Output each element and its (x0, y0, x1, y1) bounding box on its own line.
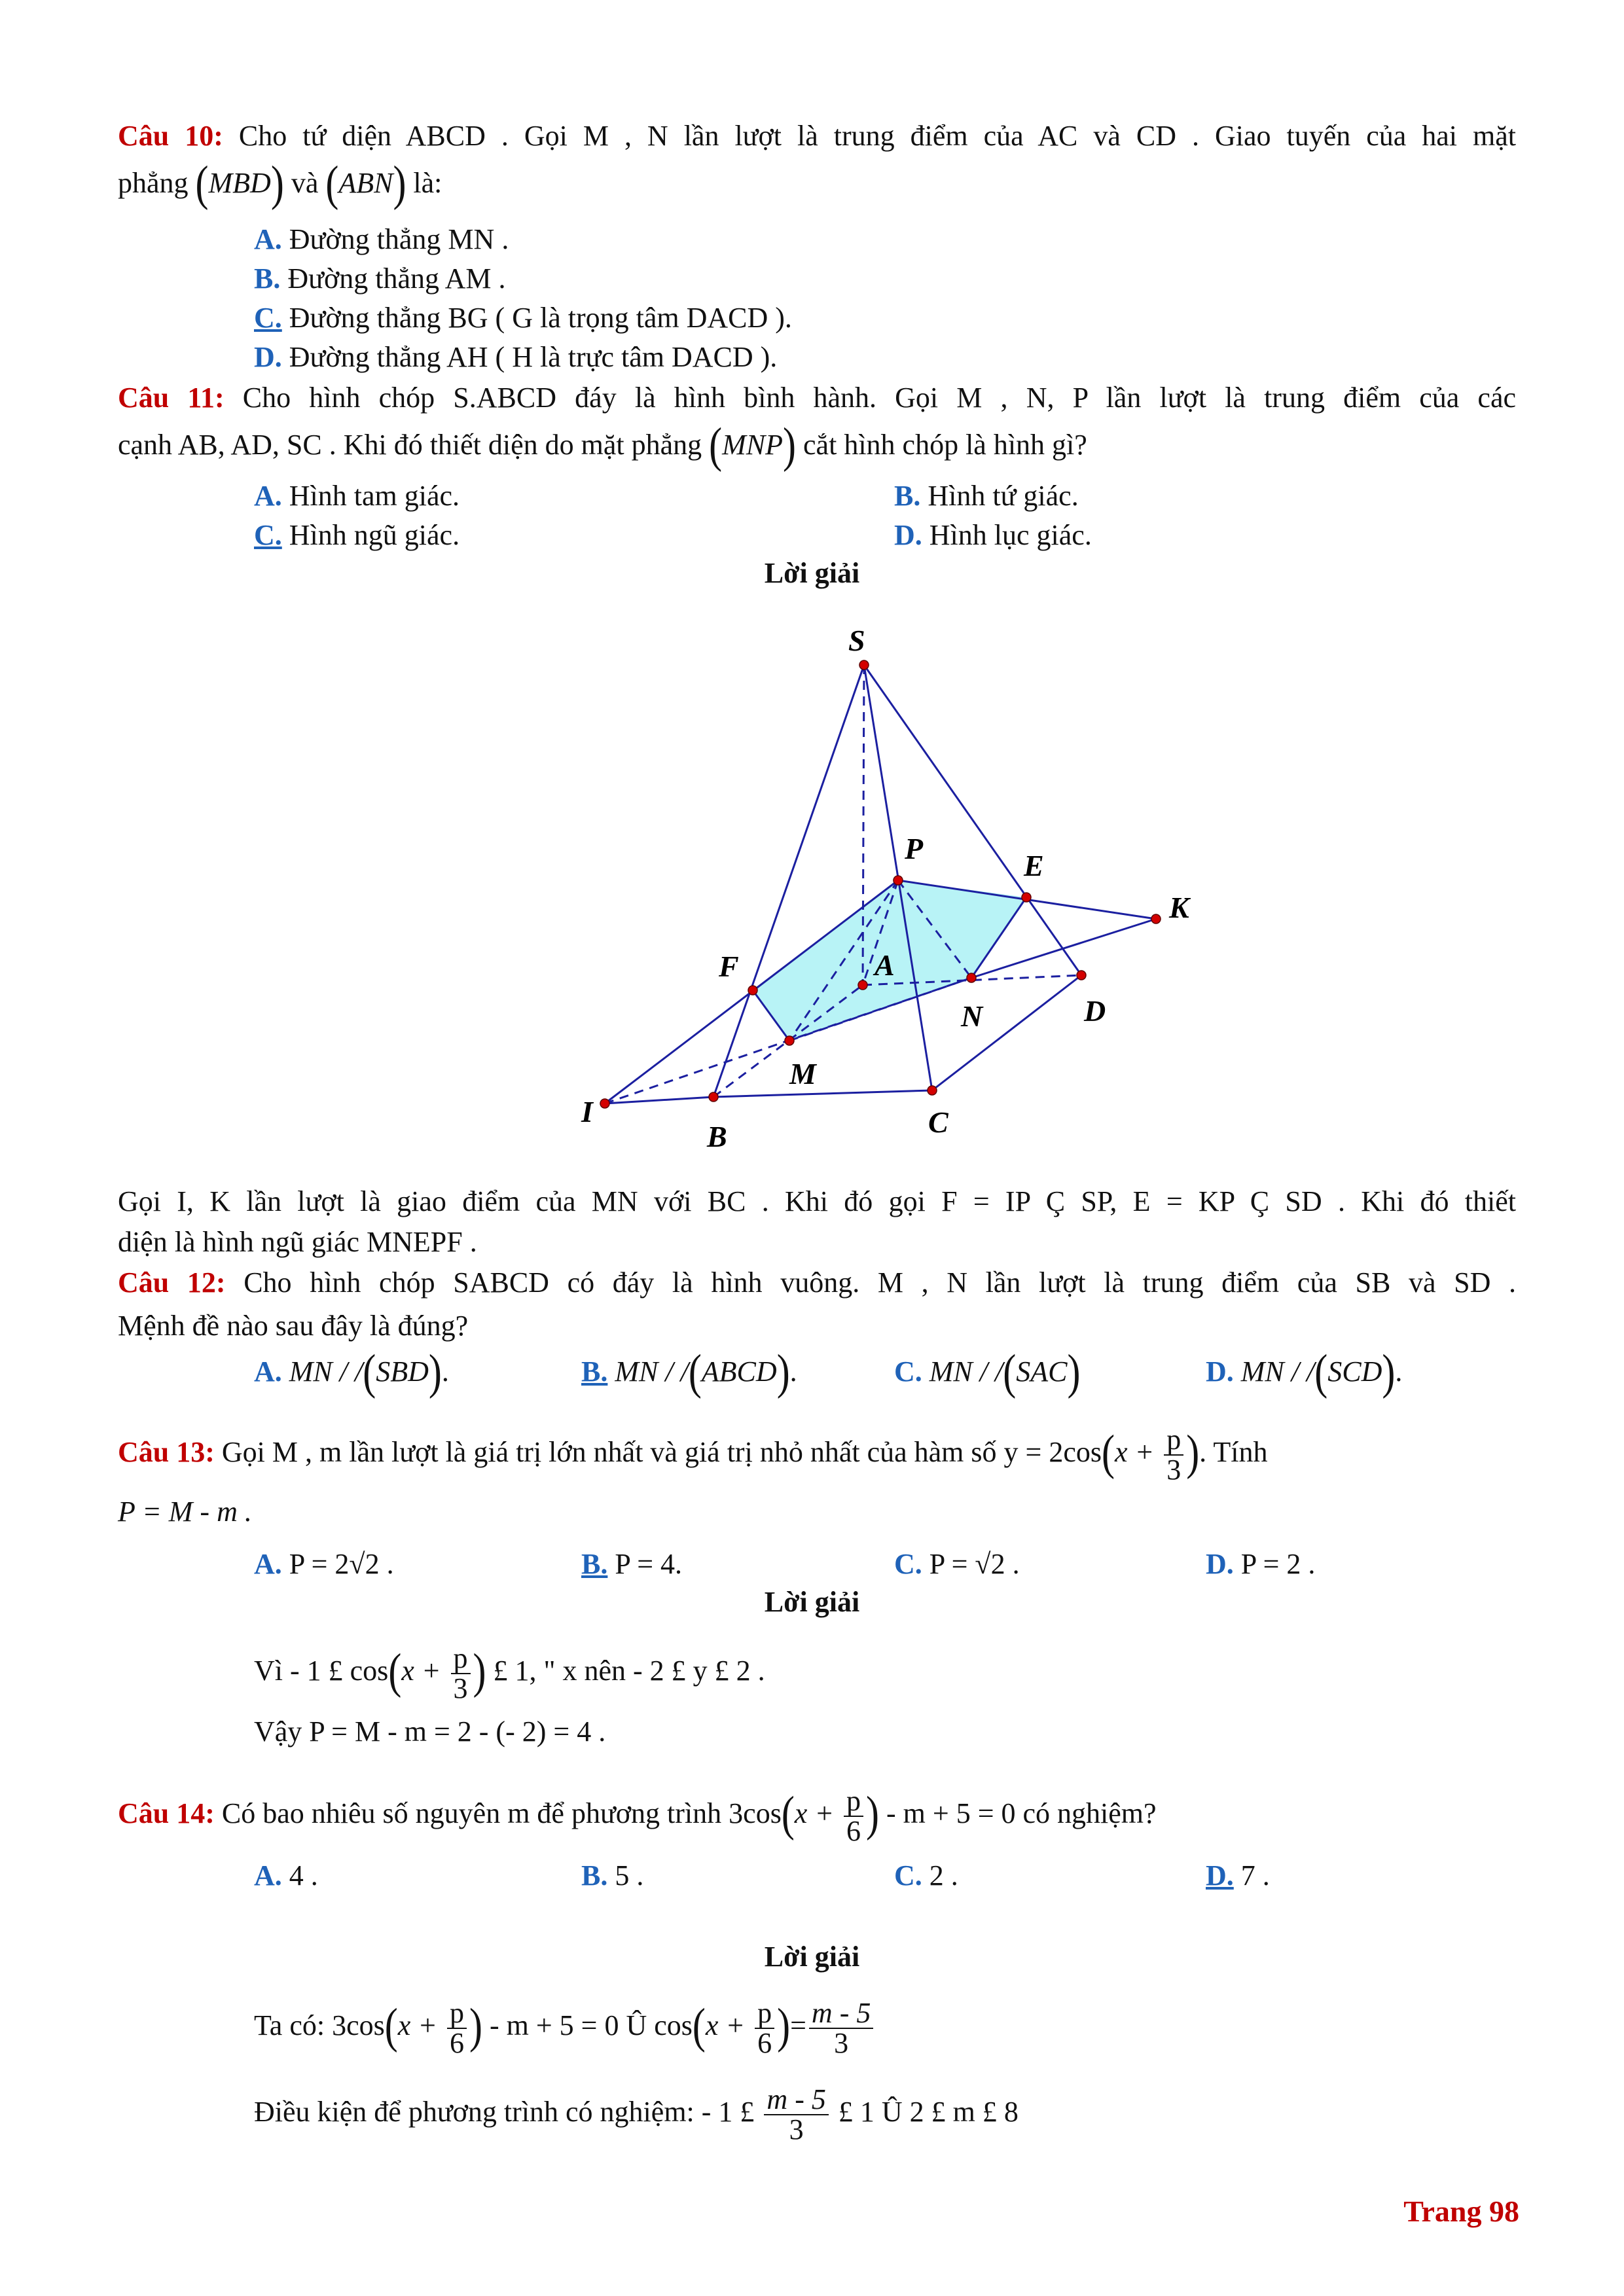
q12-option-c[interactable]: C. MN / /(SAC) (894, 1344, 1081, 1399)
q14-sol-frac2-top: p (755, 1999, 774, 2029)
q14-frac (844, 1787, 863, 1846)
label-K: K (1169, 891, 1189, 924)
q14-sol-line1: Ta có: 3cos(x + $\frac{p}{6}$ ) - m + 5 = 0 Û cos(x + $\frac{p}{6}$ )= $\frac{m - 5}{3}$ (254, 1999, 876, 2058)
q14-sol-frac1-top: p (447, 1999, 467, 2029)
q14-sol-frac1-bot: 6 (449, 2027, 464, 2059)
option-key: B. (581, 1355, 608, 1388)
option-plane: SAC (1016, 1355, 1068, 1388)
q14-sol-frac3-top: m - 5 (809, 1999, 873, 2029)
option-post: . (789, 1355, 797, 1388)
option-text: 2 . (929, 1859, 958, 1892)
q10-plane2: ABN (338, 167, 393, 199)
option-key: A. (254, 480, 282, 512)
q14-sol1-a: Ta có: 3cos (254, 2009, 385, 2042)
label-N: N (961, 999, 983, 1033)
q10-plane1: MBD (208, 167, 271, 199)
q11-after1: Gọi I, K lần lượt là giao điểm của MN với BC . Khi đó gọi F = IP Ç SP, E = KP Ç SD . Khi đó thiết (118, 1185, 1516, 1217)
q14-sol1-e: = (790, 2009, 806, 2042)
q13-sol-frac-top: p (451, 1644, 471, 1674)
q14-sol-frac3 (809, 1999, 873, 2058)
q14-frac-bot: 6 (846, 1815, 861, 1847)
q13-sol-frac (451, 1644, 471, 1703)
option-key: C. (894, 1859, 922, 1892)
label-S: S (848, 624, 865, 657)
option-key: C. (254, 519, 282, 551)
q14-line1: Câu 14: Có bao nhiêu số nguyên m để phương trình 3cos(x + $\frac{p}{6}$ ) - m + 5 = 0 có nghiệm? (118, 1785, 1157, 1847)
option-text: P = 2 . (1240, 1548, 1316, 1580)
q13-frac (1164, 1426, 1183, 1484)
q14-sol2-a: Điều kiện để phương trình có nghiệm: - 1 £ (254, 2096, 755, 2128)
q14-option-a[interactable] (254, 1857, 318, 1894)
option-key: D. (1206, 1548, 1234, 1580)
label-A: A (875, 948, 895, 982)
option-pre: MN / / (1240, 1355, 1315, 1388)
q14-sol2-frac-top: m - 5 (764, 2085, 828, 2115)
point-M (785, 1036, 794, 1045)
option-plane: SCD (1327, 1355, 1382, 1388)
option-text: 7 . (1240, 1859, 1270, 1892)
point-N (967, 973, 976, 982)
q14-sol-frac3-bot: 3 (834, 2027, 849, 2059)
q11-line2-end: cắt hình chóp là hình gì? (803, 429, 1087, 461)
option-key: A. (254, 1548, 282, 1580)
q11-solution-title: Lời giải (764, 557, 860, 589)
option-text: Hình tam giác. (289, 480, 460, 512)
q14-sol2-b: £ 1 Û 2 £ m £ 8 (838, 2096, 1019, 2128)
q14-sol1-b: x + (397, 2009, 437, 2042)
option-key: D. (894, 519, 922, 551)
q14-label: Câu 14: (118, 1797, 215, 1830)
point-I (600, 1099, 609, 1108)
label-I: I (581, 1095, 593, 1128)
q13-frac-top: p (1164, 1426, 1183, 1456)
q14-sol1-c: - m + 5 = 0 Û cos (489, 2009, 693, 2042)
option-text: P = 4. (615, 1548, 683, 1580)
point-S (859, 660, 869, 670)
q10-line2: phẳng (MBD) và (ABN) là: (118, 156, 442, 211)
label-D: D (1084, 994, 1106, 1028)
option-key: A. (254, 1859, 282, 1892)
point-P (893, 876, 903, 885)
q11-after2: diện là hình ngũ giác MNEPF . (118, 1226, 477, 1258)
option-key: C. (254, 302, 282, 334)
q13-fn-end: Tính (1213, 1436, 1268, 1469)
q13-frac-bot: 3 (1166, 1454, 1182, 1486)
q13-sol-frac-bot: 3 (453, 1672, 468, 1704)
option-key: B. (254, 262, 281, 295)
option-key: B. (581, 1859, 608, 1892)
q14-option-d[interactable] (1206, 1857, 1270, 1894)
edge-SA-hidden (863, 665, 864, 985)
q12-text: Cho hình chóp SABCD có đáy là hình vuông. M , N lần lượt là trung điểm của SB và SD . (244, 1266, 1517, 1299)
option-key: D. (1206, 1859, 1234, 1892)
q13-option-b[interactable] (581, 1546, 682, 1583)
q13-sol-line1: Vì - 1 £ cos(x + $\frac{p}{3}$ ) £ 1, " x nên - 2 £ y £ 2 . (254, 1642, 765, 1704)
option-key: B. (581, 1548, 608, 1580)
q12-line2: Mệnh đề nào sau đây là đúng? (118, 1310, 469, 1342)
point-B (709, 1092, 718, 1102)
point-F (748, 986, 757, 995)
q14-sol-frac1 (447, 1999, 467, 2058)
option-text: Hình lục giác. (929, 519, 1092, 551)
q13-solution-title: Lời giải (764, 1586, 860, 1618)
option-text: P = 2√2 . (289, 1548, 394, 1580)
option-text: 4 . (289, 1859, 318, 1892)
option-key: A. (254, 223, 282, 255)
option-text: Đường thẳng BG ( G là trọng tâm DACD ). (289, 302, 792, 334)
q12-option-d[interactable]: D. MN / /(SCD). (1206, 1344, 1403, 1399)
q14-text-c: - m + 5 = 0 có nghiệm? (886, 1797, 1157, 1830)
q11-line2: cạnh AB, AD, SC . Khi đó thiết diện do mặt phẳng (MNP) cắt hình chóp là hình gì? (118, 418, 1087, 473)
label-F: F (719, 950, 739, 983)
point-C (928, 1086, 937, 1095)
label-P: P (905, 832, 924, 865)
option-pre: MN / / (615, 1355, 689, 1388)
option-key: A. (254, 1355, 282, 1388)
option-post: . (1395, 1355, 1403, 1388)
option-text: Hình ngũ giác. (289, 519, 460, 551)
q13-sol1-a: Vì - 1 £ cos (254, 1655, 389, 1687)
edge-BC (713, 1090, 932, 1097)
q13-sol1-b: x + (401, 1655, 441, 1687)
option-plane: ABCD (701, 1355, 777, 1388)
q13-fn-arg: x + (1114, 1436, 1155, 1469)
point-E (1022, 893, 1031, 902)
option-key: C. (894, 1355, 922, 1388)
option-text: Đường thẳng AH ( H là trực tâm DACD ). (289, 341, 778, 373)
option-post: . (441, 1355, 449, 1388)
option-text: Đường thẳng MN . (289, 223, 509, 255)
q10-text: Cho tứ diện ABCD . Gọi M , N lần lượt là trung điểm của AC và CD . Giao tuyến của hai mặt (238, 120, 1516, 152)
q13-option-c[interactable] (894, 1546, 1020, 1583)
q14-text-a: Có bao nhiêu số nguyên m để phương trình 3cos (221, 1797, 782, 1830)
q14-sol2-frac (764, 2085, 828, 2144)
q13-line2: P = M - m . (118, 1496, 252, 1528)
option-key: B. (894, 480, 921, 512)
q14-option-b[interactable] (581, 1857, 643, 1894)
edge-CD (932, 975, 1081, 1090)
q13-option-d[interactable] (1206, 1546, 1315, 1583)
option-key: D. (1206, 1355, 1234, 1388)
q13-label: Câu 13: (118, 1436, 215, 1469)
q12-option-a[interactable]: A. MN / /(SBD). (254, 1344, 449, 1399)
q11-label: Câu 11: (118, 382, 225, 414)
label-B: B (707, 1120, 727, 1153)
q10-label: Câu 10: (118, 120, 223, 152)
option-plane: SBD (376, 1355, 429, 1388)
q13-line1: Câu 13: Gọi M , m lần lượt là giá trị lớn nhất và giá trị nhỏ nhất của hàm số y = 2cos(x + $\frac{p}{3}$ ). Tính (118, 1424, 1268, 1486)
q14-option-c[interactable] (894, 1857, 958, 1894)
q10-line2-a: phẳng (118, 167, 189, 199)
option-text: Hình tứ giác. (928, 480, 1079, 512)
q13-sol1-c: £ 1, " x nên - 2 £ y £ 2 . (493, 1655, 765, 1687)
q10-line2-end: là: (413, 167, 442, 199)
q14-sol-frac2-bot: 6 (757, 2027, 772, 2059)
q13-text: Gọi M , m lần lượt là giá trị lớn nhất và giá trị nhỏ nhất của hàm số y = 2cos (221, 1436, 1102, 1469)
q14-fn-arg: x + (794, 1797, 835, 1830)
option-text: 5 . (615, 1859, 644, 1892)
q14-solution-title: Lời giải (764, 1941, 860, 1973)
label-E: E (1024, 849, 1044, 882)
q14-sol2-frac-bot: 3 (789, 2113, 804, 2145)
q14-sol-line2 (254, 2085, 1019, 2144)
option-key: D. (254, 341, 282, 373)
q11-line2-a: cạnh AB, AD, SC . Khi đó thiết diện do mặt phẳng (118, 429, 702, 461)
point-K (1151, 914, 1161, 924)
q12-line1 (118, 1265, 1516, 1301)
q13-option-a[interactable] (254, 1546, 394, 1583)
q13-sol-line2: Vậy P = M - m = 2 - (- 2) = 4 . (254, 1715, 606, 1748)
point-D (1077, 971, 1086, 980)
q12-option-b[interactable]: B. MN / /(ABCD). (581, 1344, 797, 1399)
option-text: Đường thẳng AM . (287, 262, 506, 295)
q14-frac-top: p (844, 1787, 863, 1817)
option-pre: MN / / (289, 1355, 363, 1388)
option-pre: MN / / (929, 1355, 1003, 1388)
q12-label: Câu 12: (118, 1266, 226, 1299)
q10-line2-mid: và (291, 167, 319, 199)
q11-text: Cho hình chóp S.ABCD đáy là hình bình hành. Gọi M , N, P lần lượt là trung điểm của các (242, 382, 1517, 414)
page-number: Trang 98 (1403, 2195, 1519, 2228)
q14-sol1-d: x + (705, 2009, 746, 2042)
label-M: M (789, 1057, 816, 1090)
point-A (858, 980, 867, 990)
option-key: C. (894, 1548, 922, 1580)
label-C: C (928, 1105, 948, 1139)
q11-plane: MNP (722, 429, 784, 461)
q14-sol-frac2 (755, 1999, 774, 2058)
option-text: P = √2 . (929, 1548, 1020, 1580)
